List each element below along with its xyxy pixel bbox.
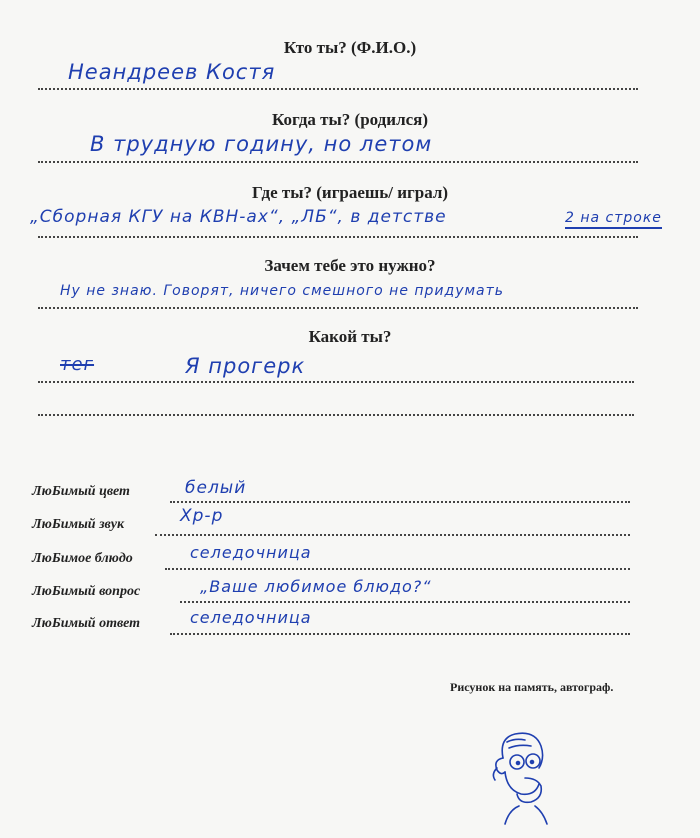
fav-sound-value: Хр-р [180, 506, 224, 526]
answer-line [155, 534, 630, 536]
answer-who: Неандреев Костя [68, 60, 276, 84]
answer-line [180, 601, 630, 603]
question-what-kind: Какой ты? [308, 327, 392, 346]
fav-dish-label: ЛюБимое блюдо [32, 551, 133, 566]
answer-where-tail: 2 на строке [565, 210, 662, 229]
fav-sound-label: ЛюБимый звук [32, 517, 125, 532]
answer-why: Ну не знаю. Говорят, ничего смешного не придумать [60, 283, 505, 299]
fav-color-value: белый [185, 478, 247, 498]
answer-line [38, 88, 638, 90]
fav-dish-value: селедочница [190, 543, 312, 562]
question-who: Кто ты? (Ф.И.О.) [283, 38, 417, 57]
question-where: Где ты? (играешь/ играл) [251, 183, 449, 202]
fav-answer-value: селедочница [190, 608, 312, 627]
fav-answer-label: ЛюБимый ответ [32, 616, 140, 631]
answer-where: „Сборная КГУ на КВН-ах“, „ЛБ“, в детстве [30, 207, 447, 227]
answer-line [170, 633, 630, 635]
answer-struck-word: тег [60, 354, 95, 375]
answer-line-extra [38, 414, 634, 416]
answer-what-kind: Я прогерк [185, 354, 306, 378]
fav-question-value: „Ваше любимое блюдо?“ [200, 577, 432, 596]
answer-line [165, 568, 630, 570]
fav-color-label: ЛюБимый цвет [32, 484, 130, 499]
answer-line [38, 236, 638, 238]
answer-line [38, 161, 638, 163]
question-why: Зачем тебе это нужно? [264, 256, 436, 275]
question-when: Когда ты? (родился) [271, 110, 429, 129]
answer-line [38, 307, 638, 309]
answer-line [170, 501, 630, 503]
answer-when: В трудную годину, но летом [90, 132, 433, 156]
answer-line [38, 381, 634, 383]
cartoon-face-doodle-icon [485, 728, 555, 828]
fav-question-label: ЛюБимый вопрос [32, 584, 141, 599]
drawing-caption: Рисунок на память, автограф. [450, 680, 614, 694]
